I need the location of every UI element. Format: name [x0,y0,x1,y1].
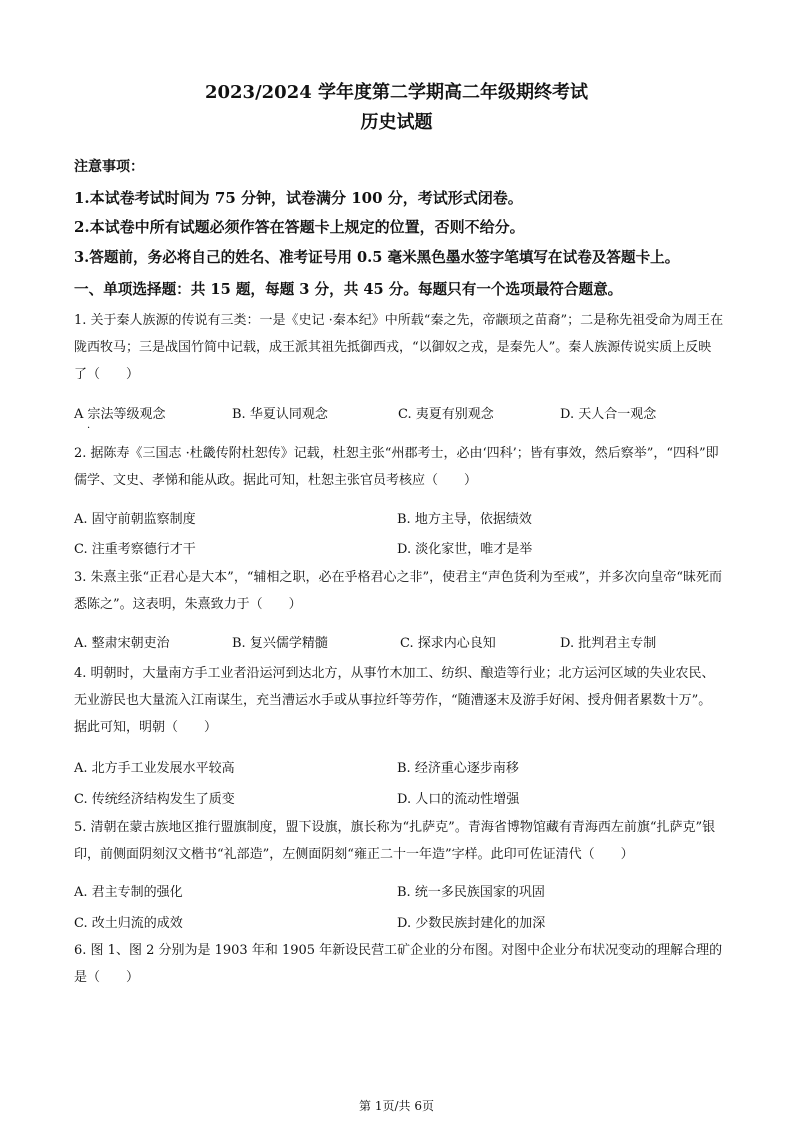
option-d: D. 少数民族封建化的加深 [397,916,546,931]
exam-subtitle: 历史试题 [360,112,433,133]
question-5-stem: 5. 清朝在蒙古族地区推行盟旗制度，盟下设旗，旗长称为“扎萨克”。青海省博物馆藏有青海西左前旗“扎萨克”银印，前侧面阴刻汉文楷书“礼部造”，左侧面阴刻“雍正二十一年造”字样。此印可佐证清代（ ） [74,820,716,862]
option-c: C. 夷夏有别观念 [398,407,494,422]
question-4-stem: 4. 明朝时，大量南方手工业者沿运河到达北方，从事竹木加工、纺织、酿造等行业；北方运河区域的失业农民、无业游民也大量流入江南谋生，充当漕运水手或从事拉纤等劳作，“随漕逐末及游手好闲、授舟佣者累数十万”。据此可知，明朝（ ） [74,666,715,735]
page-number: 第 1页/共 6页 [359,1099,434,1113]
question-1-stem: 1. 关于秦人族源的传说有三类：一是《史记 ·秦本纪》中所载“秦之先，帝颛顼之苗裔”；二是称先祖受命为周王在陇西牧马；三是战国竹简中记载，成王派其祖先抵御西戎，“以御奴之戎，是秦先人”。秦人族源传说实质上反映了（ ） [74,313,724,382]
option-a: A. 固守前朝监察制度 [74,512,196,527]
notice-heading: 注意事项： [74,159,144,175]
exam-title: 2023/2024 学年度第二学期高二年级期终考试 [204,82,589,103]
option-a: A. 北方手工业发展水平较高 [74,761,235,776]
option-d: D. 淡化家世，唯才是举 [397,542,533,557]
question-2-stem: 2. 据陈寿《三国志 ·杜畿传附杜恕传》记载，杜恕主张“州郡考士，必由‘四科’；皆有事效，然后察举”，“四科”即儒学、文史、孝悌和能从政。据此可知，杜恕主张官员考核应（ ） [74,446,719,488]
option-b: B. 复兴儒学精髓 [232,636,328,651]
question-6-stem: 6. 图 1、图 2 分别为是 1903 年和 1905 年新设民营工矿企业的分布图。对图中企业分布状况变动的理解合理的是（ ） [74,943,723,985]
notice-item-2: 2.本试卷中所有试题必须作答在答题卡上规定的位置，否则不给分。 [74,218,525,236]
notice-item-1: 1.本试卷考试时间为 75 分钟，试卷满分 100 分，考试形式闭卷。 [74,189,523,207]
option-b: B. 地方主导，依据绩效 [397,512,532,527]
option-d: D. 天人合一观念 [560,407,657,422]
option-b: B. 经济重心逐步南移 [397,761,519,776]
option-c: C. 探求内心良知 [400,636,496,651]
option-d: D. 人口的流动性增强 [397,792,520,807]
option-c: C. 传统经济结构发生了质变 [74,792,235,807]
option-b: B. 统一多民族国家的巩固 [397,885,545,900]
notice-item-3: 3.答题前，务必将自己的姓名、准考证号用 0.5 毫米黑色墨水签字笔填写在试卷及答题卡上。 [74,249,680,266]
section-heading: 一、单项选择题：共 15 题，每题 3 分，共 45 分。每题只有一个选项最符合题意。 [74,281,623,298]
option-a: A. 君主专制的强化 [74,885,183,900]
option-c: C. 注重考察德行才干 [74,542,196,557]
option-b: B. 华夏认同观念 [232,407,328,422]
option-a: A. 整肃宋朝吏治 [74,636,170,651]
option-c: C. 改土归流的成效 [74,916,183,931]
question-3-stem: 3. 朱熹主张“正君心是大本”，“辅相之职，必在乎格君心之非”，使君主“声色货利为至戒”，并多次向皇帝“昧死而悉陈之”。这表明，朱熹致力于（ ） [74,570,723,612]
option-d: D. 批判君主专制 [560,636,657,651]
option-a: A 宗法等级观念 [74,407,166,422]
mark-dot: · [87,423,91,434]
